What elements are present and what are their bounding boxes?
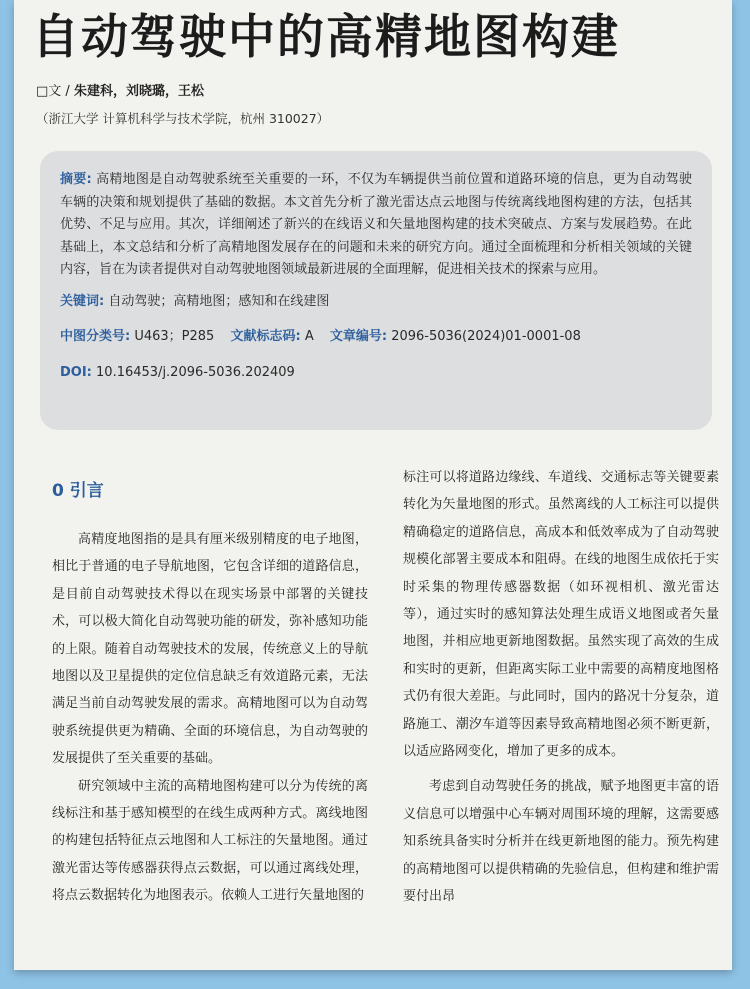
article-title: 自动驾驶中的高精地图构建 [32, 10, 620, 65]
abstract-text: 高精地图是自动驾驶系统至关重要的一环，不仅为车辆提供当前位置和道路环境的信息，更为自动驾驶车辆的决策和规划提供了基础的数据。本文首先分析了激光雷达点云地图与传统离线地图构建的方法，包括其优势、不足与应用。其次，详细阐述了新兴的在线语义和矢量地图构建的技术突破点、方案与发展趋势。在此基础上，本文总结和分析了高精地图发展存在的问题和未来的研究方向。通过全面梳理和分析相关领域的关键内容，旨在为读者提供对自动驾驶地图领域最新进展的全面理解，促进相关技术的探索与应用。 [60, 172, 692, 278]
article-no-label: 文章编号: [329, 328, 388, 344]
author-line [36, 80, 204, 99]
keywords-value: 自动驾驶；高精地图；感知和在线建图 [108, 293, 330, 309]
keywords-line [60, 293, 692, 311]
body-paragraph: 研究领域中主流的高精地图构建可以分为传统的离线标注和基于感知模型的在线生成两种方式。离线地图的构建包括特征点云地图和人工标注的矢量地图。通过激光雷达等传感器获得点云数据，可以通过离线处理，将点云数据转化为地图表示。依赖人工进行矢量地图的 [52, 778, 368, 904]
doccode-value: A [304, 328, 314, 344]
abstract-paragraph [60, 169, 692, 282]
doccode-label: 文献标志码: [230, 328, 301, 344]
affiliation: （浙江大学 计算机科学与技术学院，杭州 310027） [36, 111, 330, 126]
doi-label: DOI: [60, 364, 92, 380]
doi-line [60, 364, 692, 382]
right-column [403, 464, 719, 911]
byline-prefix: □文 / [36, 84, 74, 99]
journal-page [14, 0, 732, 970]
body-paragraph: 高精度地图指的是具有厘米级别精度的电子地图，相比于普通的电子导航地图，它包含详细的道路信息，是目前自动驾驶技术得以在现实场景中部署的关键技术，可以极大简化自动驾驶功能的研发，弥补感知功能的上限。随着自动驾驶技术的发展，传统意义上的导航地图以及卫星提供的定位信息缺乏有效道路元素，无法满足当前自动驾驶发展的需求。高精地图可以为自动驾驶系统提供更为精确、全面的环境信息，为自动驾驶的发展提供了至关重要的基础。 [52, 532, 368, 767]
doi-value: 10.16453/j.2096-5036.202409 [96, 364, 295, 380]
abstract-box [40, 151, 712, 430]
article-no-value: 2096-5036(2024)01-0001-08 [391, 328, 581, 344]
abstract-label: 摘要: [60, 172, 92, 187]
keywords-label: 关键词: [60, 293, 105, 309]
section-heading-introduction: 0 引言 [52, 481, 104, 501]
classification-line [60, 328, 692, 346]
body-paragraph: 标注可以将道路边缘线、车道线、交通标志等关键要素转化为矢量地图的形式。虽然离线的人工标注可以提供精确稳定的道路信息，高成本和低效率成为了自动驾驶规模化部署主要成本和阻碍。在线的地图生成依托于实时采集的物理传感器数据（如环视相机、激光雷达等），通过实时的感知算法处理生成语义地图或者矢量地图，并相应地更新地图数据。虽然实现了高效的生成和实时的更新，但距离实际工业中需要的高精度地图格式仍有很大差距。与此同时，国内的路况十分复杂，道路施工、潮汐车道等因素导致高精地图必须不断更新，以适应路网变化，增加了更多的成本。 [403, 470, 719, 760]
clc-label: 中图分类号: [60, 328, 131, 344]
body-paragraph: 考虑到自动驾驶任务的挑战，赋予地图更丰富的语义信息可以增强中心车辆对周围环境的理解，这需要感知系统具备实时分析并在线更新地图的能力。预先构建的高精地图可以提供精确的先验信息，但构建和维护需要付出昂 [403, 779, 719, 905]
author-names: 朱建科，刘晓璐，王松 [73, 84, 204, 99]
left-column [52, 466, 368, 910]
clc-value: U463；P285 [134, 328, 215, 344]
